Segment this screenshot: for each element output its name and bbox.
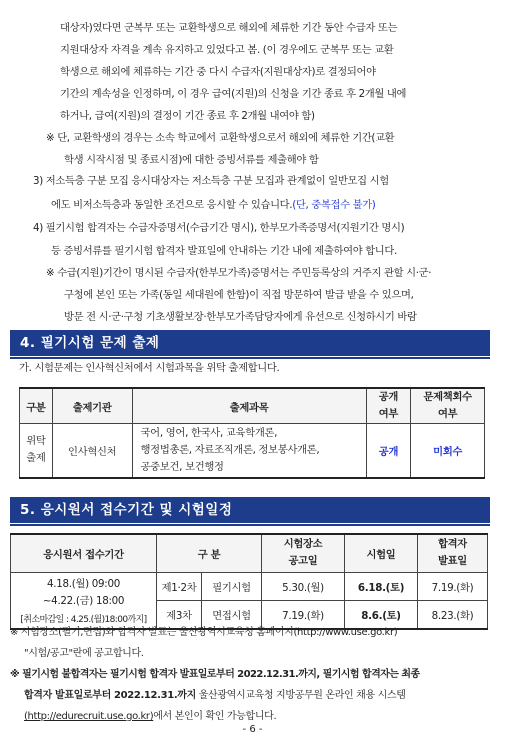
item4-line-1: 4) 필기시험 합격자는 수급자증명서(수급기간 명시), 한부모가족증명서(지원기간 명시) bbox=[33, 222, 405, 234]
row-agency: 인사혁신처 bbox=[52, 424, 132, 478]
header-exam: 시험일 bbox=[345, 534, 418, 572]
header-result-2: 발표일 bbox=[438, 555, 467, 568]
item3-line-1: 3) 저소득층 구분 모집 응시대상자는 저소득층 구분 모집과 관계없이 일반모집 시험 bbox=[33, 175, 389, 187]
item3-line-2-text: 에도 비저소득층과 동일한 조건으로 응시할 수 있습니다. bbox=[51, 199, 293, 211]
header-place-2: 공고일 bbox=[288, 555, 318, 568]
header-result-1: 합격자 bbox=[438, 538, 467, 551]
note-cert-line-2: 구청에 본인 또는 가족(동일 세대원에 한함)이 직접 방문하여 발급 받을 수 있으며, bbox=[64, 289, 414, 301]
header-public-text: 공개여부 bbox=[378, 391, 399, 420]
header-agency: 출제기관 bbox=[52, 388, 132, 424]
note-1-line-2: "시험/공고"란에 공고합니다. bbox=[24, 648, 144, 659]
row-public: 공개 bbox=[366, 424, 411, 478]
intro-line-2: 지원대상자 자격을 계속 유지하고 있었다고 봄. (이 경우에도 군복무 또는 교환 bbox=[60, 44, 394, 56]
header-result bbox=[418, 534, 488, 572]
row-category bbox=[20, 424, 53, 478]
note-1-line-1: ※ 시험장소(필기,면접)와 합격자 발표는 울산광역시교육청 홈페이지(http://www.use.go.kr) bbox=[10, 627, 398, 638]
stage-3-result: 8.23.(화) bbox=[418, 600, 488, 628]
header-public bbox=[366, 388, 411, 424]
note-2-text-end: 에서 본인이 확인 가능합니다. bbox=[153, 711, 277, 722]
stage-1-exam: 6.18.(토) bbox=[345, 572, 418, 600]
stage-1-place: 5.30.(월) bbox=[262, 572, 345, 600]
stage-3-place: 7.19.(화) bbox=[262, 600, 345, 628]
item3-duplicate-note: (단, 중복접수 불가) bbox=[292, 199, 376, 211]
note-2-line-2 bbox=[24, 685, 406, 707]
period-cell bbox=[11, 572, 157, 629]
subjects-line-2: 행정법총론, 자료조직개론, 정보봉사개론, bbox=[140, 443, 320, 456]
subjects-line-1: 국어, 영어, 한국사, 교육학개론, bbox=[140, 426, 278, 439]
exam-question-table bbox=[19, 387, 485, 479]
header-subjects: 출제과목 bbox=[132, 388, 366, 424]
page-number: - 6 - bbox=[242, 724, 263, 735]
note-cert-line-3: 방문 전 시·군·구청 기초생활보장·한부모가족담당자에게 유선으로 신청하시기 바람 bbox=[64, 311, 417, 323]
header-place-1: 시험장소 bbox=[283, 538, 323, 551]
subjects-line-3: 공중보건, 보건행정 bbox=[140, 460, 224, 473]
row-subjects bbox=[132, 424, 366, 478]
section-4-title: 4. 필기시험 문제 출제 bbox=[10, 330, 490, 356]
note-exchange-line-2: 학생 시작시점 및 종료시점)에 대한 증빙서류를 제출해야 함 bbox=[64, 154, 319, 166]
item3-line-2 bbox=[51, 194, 375, 216]
row-category-text: 위탁출제 bbox=[26, 435, 46, 465]
stage-1-name: 필기시험 bbox=[202, 572, 262, 600]
section-5-title: 5. 응시원서 접수기간 및 시험일정 bbox=[10, 497, 490, 523]
intro-line-3: 학생으로 해외에 체류하는 기간 중 다시 수급자(지원대상자)로 결정되어야 bbox=[60, 66, 376, 78]
row-collect: 미회수 bbox=[411, 424, 485, 478]
header-collect bbox=[411, 388, 485, 424]
cancel-deadline: [취소마감일 : 4.25.(월)18:00까지] bbox=[20, 614, 147, 625]
note-2-bold: 합격자 발표일로부터 2022.12.31.까지 bbox=[24, 690, 196, 701]
header-period: 응시원서 접수기간 bbox=[11, 534, 157, 572]
recruit-link[interactable]: (http://edurecruit.use.go.kr) bbox=[24, 711, 154, 722]
stage-1-result: 7.19.(화) bbox=[418, 572, 488, 600]
period-start: 4.18.(월) 09:00 bbox=[47, 577, 120, 590]
schedule-table bbox=[10, 533, 488, 630]
stage-1: 제1·2차 bbox=[157, 572, 202, 600]
note-2-line-1: ※ 필기시험 불합격자는 필기시험 합격자 발표일로부터 2022.12.31.까지, 필기시험 합격자는 최종 bbox=[10, 669, 420, 680]
note-2-text: 울산광역시교육청 지방공무원 온라인 채용 시스템 bbox=[195, 690, 406, 701]
note-cert-line-1: ※ 수급(지원)기간이 명시된 수급자(한부모가족)증명서는 주민등록상의 거주지 관할 시·군· bbox=[46, 267, 432, 279]
note-exchange-line-1: ※ 단, 교환학생의 경우는 소속 학교에서 교환학생으로서 해외에 체류한 기간(교환 bbox=[46, 132, 395, 144]
stage-3: 제3차 bbox=[157, 600, 202, 628]
intro-line-4: 기간의 계속성을 인정하며, 이 경우 급여(지원)의 신청을 기간 종료 후 2개월 내에 bbox=[60, 88, 407, 100]
item4-line-2: 등 증빙서류를 필기시험 합격자 발표일에 안내하는 기간 내에 제출하여야 합니다. bbox=[51, 245, 397, 257]
header-place bbox=[262, 534, 345, 572]
header-collect-text: 문제책회수 여부 bbox=[423, 391, 472, 420]
period-end: ~4.22.(금) 18:00 bbox=[42, 594, 125, 607]
stage-3-exam: 8.6.(토) bbox=[345, 600, 418, 628]
header-type: 구 분 bbox=[157, 534, 262, 572]
intro-line-5: 하거나, 급여(지원)의 결정이 기간 종료 후 2개월 내여야 함) bbox=[60, 110, 315, 122]
intro-line-1: 대상자)였다면 군복무 또는 교환학생으로 해외에 체류한 기간 동안 수급자 또는 bbox=[60, 22, 398, 34]
section-4-desc: 가. 시험문제는 인사혁신처에서 시험과목을 위탁 출제합니다. bbox=[19, 362, 280, 374]
header-category: 구분 bbox=[20, 388, 53, 424]
stage-3-name: 면접시험 bbox=[202, 600, 262, 628]
